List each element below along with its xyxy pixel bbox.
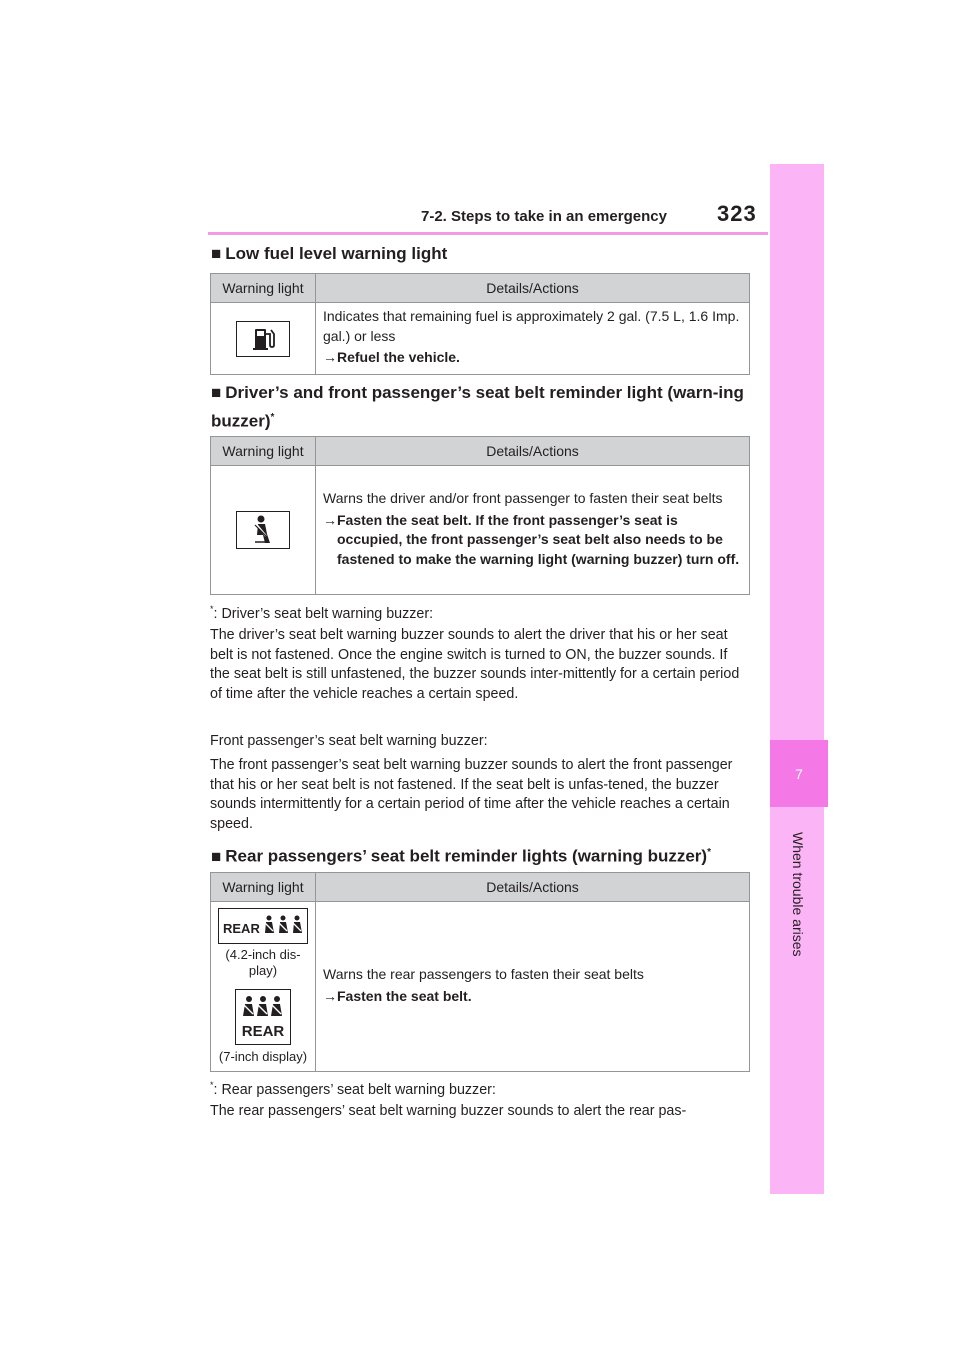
rear-belt-table (210, 872, 750, 1072)
caption-7-inch: (7-inch display) (218, 1049, 308, 1064)
driver-buzzer-text: The driver’s seat belt warning buzzer sounds to alert the driver that his or her seat belt is not fastened. Once the engine switch is turned to ON, the buzzer sounds. If the seat belt is still unfastened, the buzzer sounds inter-mittently for a certain period of time after the vehicle reaches a certain speed. (210, 627, 740, 702)
passenger-buzzer-label: Front passenger’s seat belt warning buzzer: (210, 733, 488, 749)
low-fuel-table (210, 273, 750, 375)
front-belt-table (210, 436, 750, 595)
rear-seat-belt-icon-large (235, 989, 291, 1045)
rear-belt-details: Warns the rear passengers to fasten their seat belts (323, 966, 644, 982)
rear-belt-heading: ■ Rear passengers’ seat belt reminder lights (warning buzzer)* (211, 840, 711, 869)
col-details-actions: Details/Actions (316, 437, 750, 466)
caption-4-2-inch: (4.2-inch dis-play) (225, 947, 301, 978)
square-bullet-icon: ■ (211, 383, 222, 402)
chapter-side-tab (770, 164, 824, 1194)
chapter-number-tab (770, 740, 828, 807)
fuel-pump-icon (236, 321, 290, 357)
arrow-icon: → (323, 349, 337, 366)
rear-buzzer-label: *: Rear passengers’ seat belt warning buzzer: (210, 1080, 496, 1098)
square-bullet-icon: ■ (211, 846, 222, 866)
low-fuel-heading: ■ Low fuel level warning light (211, 241, 447, 266)
arrow-icon: → (323, 511, 337, 528)
low-fuel-details: Indicates that remaining fuel is approximately 2 gal. (7.5 L, 1.6 Imp. gal.) or less (323, 308, 740, 344)
low-fuel-action: → Refuel the vehicle. (323, 348, 743, 368)
front-belt-heading: ■ Driver’s and front passenger’s seat belt reminder light (warn-ing buzzer)* (211, 380, 751, 434)
page-number: 323 (717, 201, 757, 226)
header-rule (208, 232, 768, 235)
rear-belt-action: → Fasten the seat belt. (323, 987, 743, 1007)
square-bullet-icon: ■ (211, 244, 222, 263)
seat-belt-icon (236, 511, 290, 549)
col-details-actions: Details/Actions (316, 873, 750, 902)
col-warning-light: Warning light (211, 274, 316, 303)
svg-text:REAR: REAR (223, 921, 260, 936)
col-warning-light: Warning light (211, 437, 316, 466)
svg-text:REAR: REAR (241, 1023, 285, 1040)
section-title: 7-2. Steps to take in an emergency (421, 208, 667, 225)
chapter-label: When trouble arises (790, 832, 806, 957)
driver-buzzer-label: *: Driver’s seat belt warning buzzer: (210, 604, 434, 622)
arrow-icon: → (323, 987, 337, 1004)
front-belt-details: Warns the driver and/or front passenger to fasten their seat belts (323, 490, 723, 506)
passenger-buzzer-text: The front passenger’s seat belt warning buzzer sounds to alert the front passenger that his or her seat belt is not fastened. If the seat belt is unfas-tened, the buzzer sounds intermittently for a certain period of time after the vehicle reaches a certain speed. (210, 757, 733, 832)
col-warning-light: Warning light (211, 873, 316, 902)
rear-buzzer-text: The rear passengers’ seat belt warning buzzer sounds to alert the rear pas- (210, 1103, 687, 1119)
front-belt-action: → Fasten the seat belt. If the front passenger’s seat is occupied, the front passenger’s seat belt also needs to be fastened to make the warning light (warning buzzer) turn off. (323, 511, 743, 570)
rear-seat-belt-icon-small (218, 908, 308, 944)
chapter-number: 7 (795, 765, 803, 782)
col-details-actions: Details/Actions (316, 274, 750, 303)
